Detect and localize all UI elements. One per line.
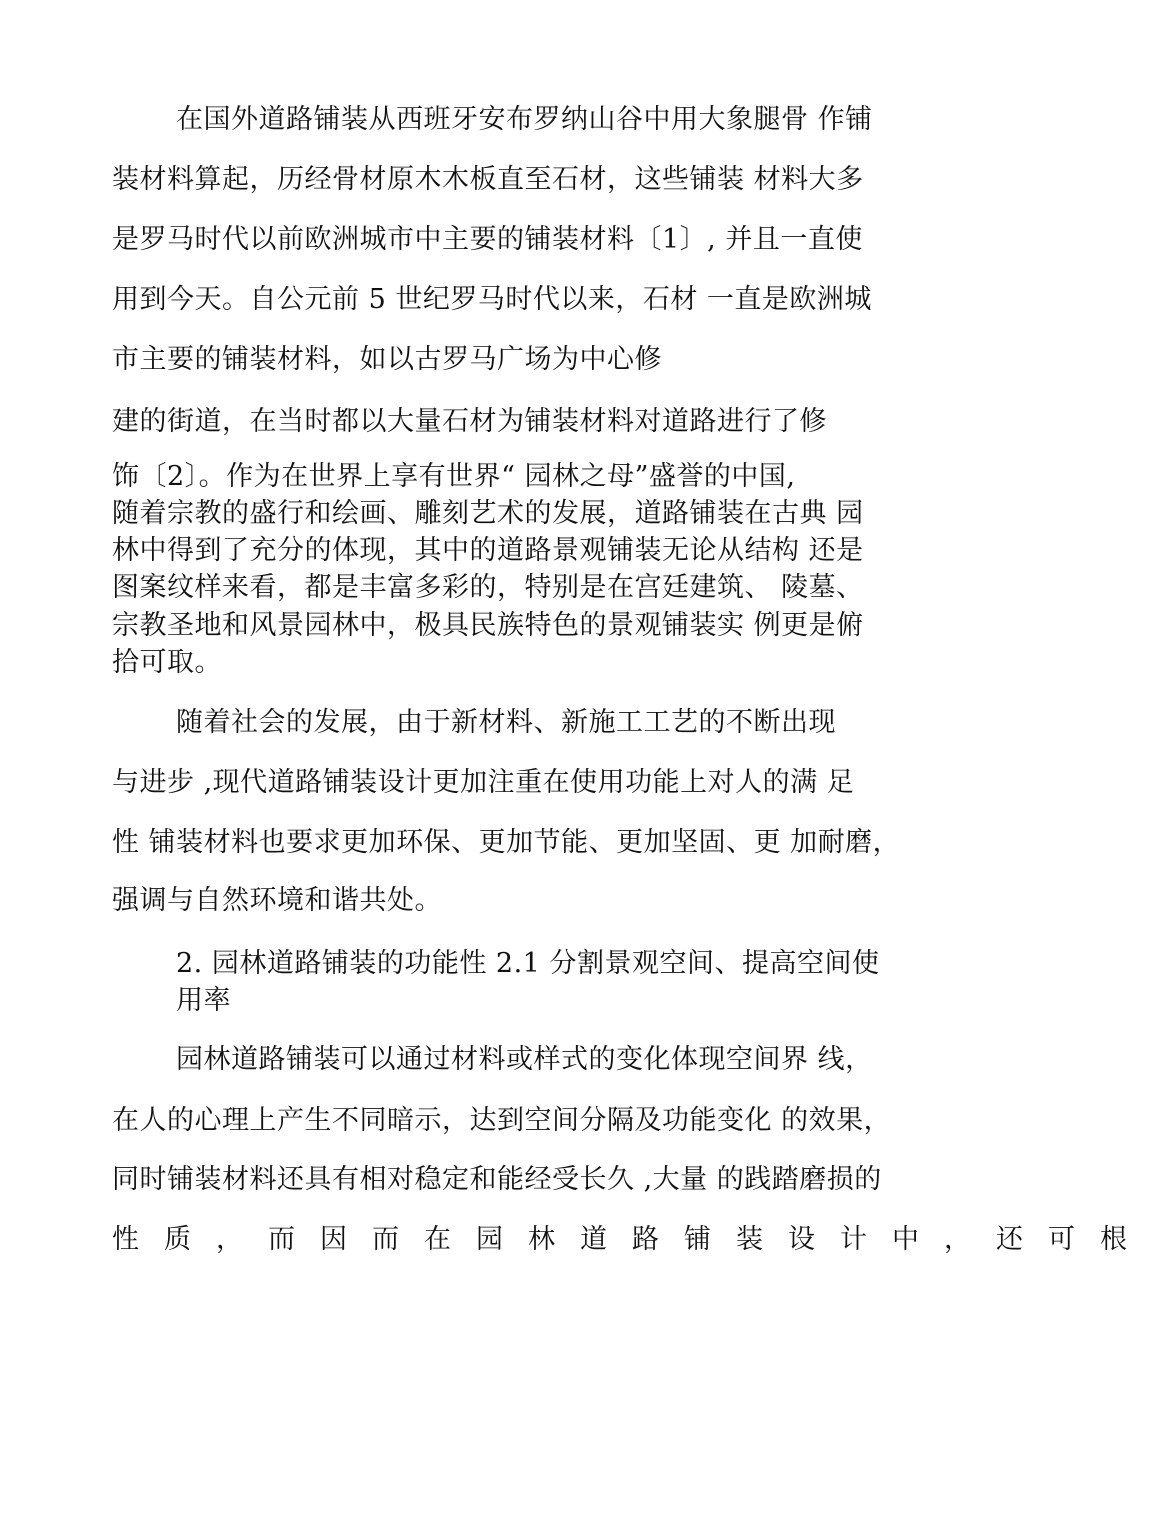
text-line: 强调与自然环境和谐共处。: [112, 885, 442, 916]
text-line: 与进步 ,现代道路铺装设计更加注重在使用功能上对人的满 足: [112, 767, 855, 798]
text-line: 宗教圣地和风景园林中，极具民族特色的景观铺装实 例更是俯: [112, 610, 864, 641]
text-line: 在国外道路铺装从西班牙安布罗纳山谷中用大象腿骨 作铺: [176, 104, 873, 135]
text-line: 性 铺装材料也要求更加环保、更加节能、更加坚固、更 加耐磨，: [112, 827, 901, 858]
text-line: 随着宗教的盛行和绘画、雕刻艺术的发展，道路铺装在古典 园: [112, 498, 864, 529]
text-line: 性质，而因而在园林道路铺装设计中，还可根: [112, 1224, 1152, 1255]
section-heading: 用率: [176, 985, 231, 1016]
text-line: 园林道路铺装可以通过材料或样式的变化体现空间界 线，: [176, 1044, 873, 1075]
section-heading: 2. 园林道路铺装的功能性 2.1 分割景观空间、提高空间使: [176, 948, 880, 979]
text-line: 随着社会的发展，由于新材料、新施工工艺的不断出现: [176, 707, 836, 738]
text-line: 同时铺装材料还具有相对稳定和能经受长久 ,大量 的践踏磨损的: [112, 1164, 882, 1195]
text-line: 建的街道，在当时都以大量石材为铺装材料对道路进行了修: [112, 406, 827, 437]
text-line: 用到今天。自公元前 5 世纪罗马时代以来，石材 一直是欧洲城: [112, 284, 872, 315]
text-line: 装材料算起，历经骨材原木木板直至石材，这些铺装 材料大多: [112, 164, 864, 195]
text-line: 在人的心理上产生不同暗示，达到空间分隔及功能变化 的效果，: [112, 1105, 892, 1136]
text-line: 是罗马时代以前欧洲城市中主要的铺装材料〔1〕, 并且一直使: [112, 224, 863, 255]
text-line: 林中得到了充分的体现，其中的道路景观铺装无论从结构 还是: [112, 535, 864, 566]
text-line: 图案纹样来看，都是丰富多彩的，特别是在宫廷建筑、 陵墓、: [112, 572, 864, 603]
text-line: 拾可取。: [112, 647, 222, 678]
text-line: 饰〔2〕。作为在世界上享有世界“ 园林之母”盛誉的中国,: [112, 461, 796, 492]
text-line: 市主要的铺装材料，如以古罗马广场为中心修: [112, 344, 662, 375]
